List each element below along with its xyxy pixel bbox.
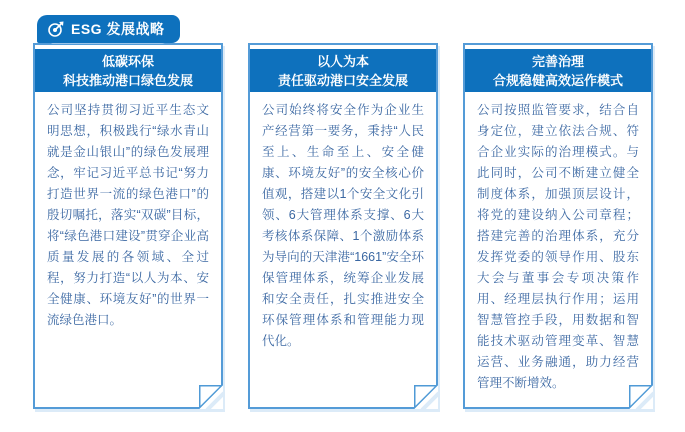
strategy-card-environment: [33, 43, 223, 409]
card-title-line1: 低碳环保: [101, 53, 154, 69]
page-fold-corner-icon: [199, 385, 223, 409]
section-title-tab: [37, 15, 180, 43]
page-fold-corner-icon: [414, 385, 438, 409]
card-body-safety: 公司始终将安全作为企业生产经营第一要务，秉持“人民至上、生命至上、安全健康、环境友好”的安全核心价值观，搭建以1个安全文化引领、6大管理体系支撑、6大考核体系保障、1个激励体系为导向的天津港“1661”安全环保管理体系，统筹企业发展和安全责任，扎实推进安全环保管理体系和管理能力现代化。: [262, 103, 424, 348]
strategy-card-safety: [248, 43, 438, 409]
card-title-line1: 以人为本: [316, 53, 369, 69]
card-header-environment: [35, 49, 221, 92]
target-icon: [47, 21, 64, 38]
card-body-environment: 公司坚持贯彻习近平生态文明思想，积极践行“绿水青山就是金山银山”的绿色发展理念，牢记习近平总书记“努力打造世界一流的绿色港口”的殷切嘱托，落实“双碳”目标，将“绿色港口建设”贯穿企业高质量发展的各领域、全过程，努力打造“以人为本、安全健康、环境友好”的世界一流绿色港口。: [47, 103, 209, 327]
card-title-line2: 合规稳健高效运作模式: [492, 72, 623, 88]
strategy-card-governance: [463, 43, 653, 409]
card-title-line2: 科技推动港口绿色发展: [62, 72, 193, 88]
card-body-governance: 公司按照监管要求，结合自身定位，建立依法合规、符合企业实际的治理模式。与此同时，公司不断建立健全制度体系，加强顶层设计，将党的建设纳入公司章程；搭建完善的治理体系，充分发挥党委的领导作用、股东大会与董事会专项决策作用、经理层执行作用；运用智慧管控手段，用数据和智能技术驱动管理变革、智慧运营、业务融通，助力经营管理不断增效。: [477, 103, 639, 390]
card-title-line1: 完善治理: [531, 53, 584, 69]
card-header-safety: [250, 49, 436, 92]
card-header-governance: [465, 49, 651, 92]
section-title: ESG 发展战略: [71, 21, 165, 37]
card-title-line2: 责任驱动港口安全发展: [277, 72, 408, 88]
page-fold-corner-icon: [629, 385, 653, 409]
